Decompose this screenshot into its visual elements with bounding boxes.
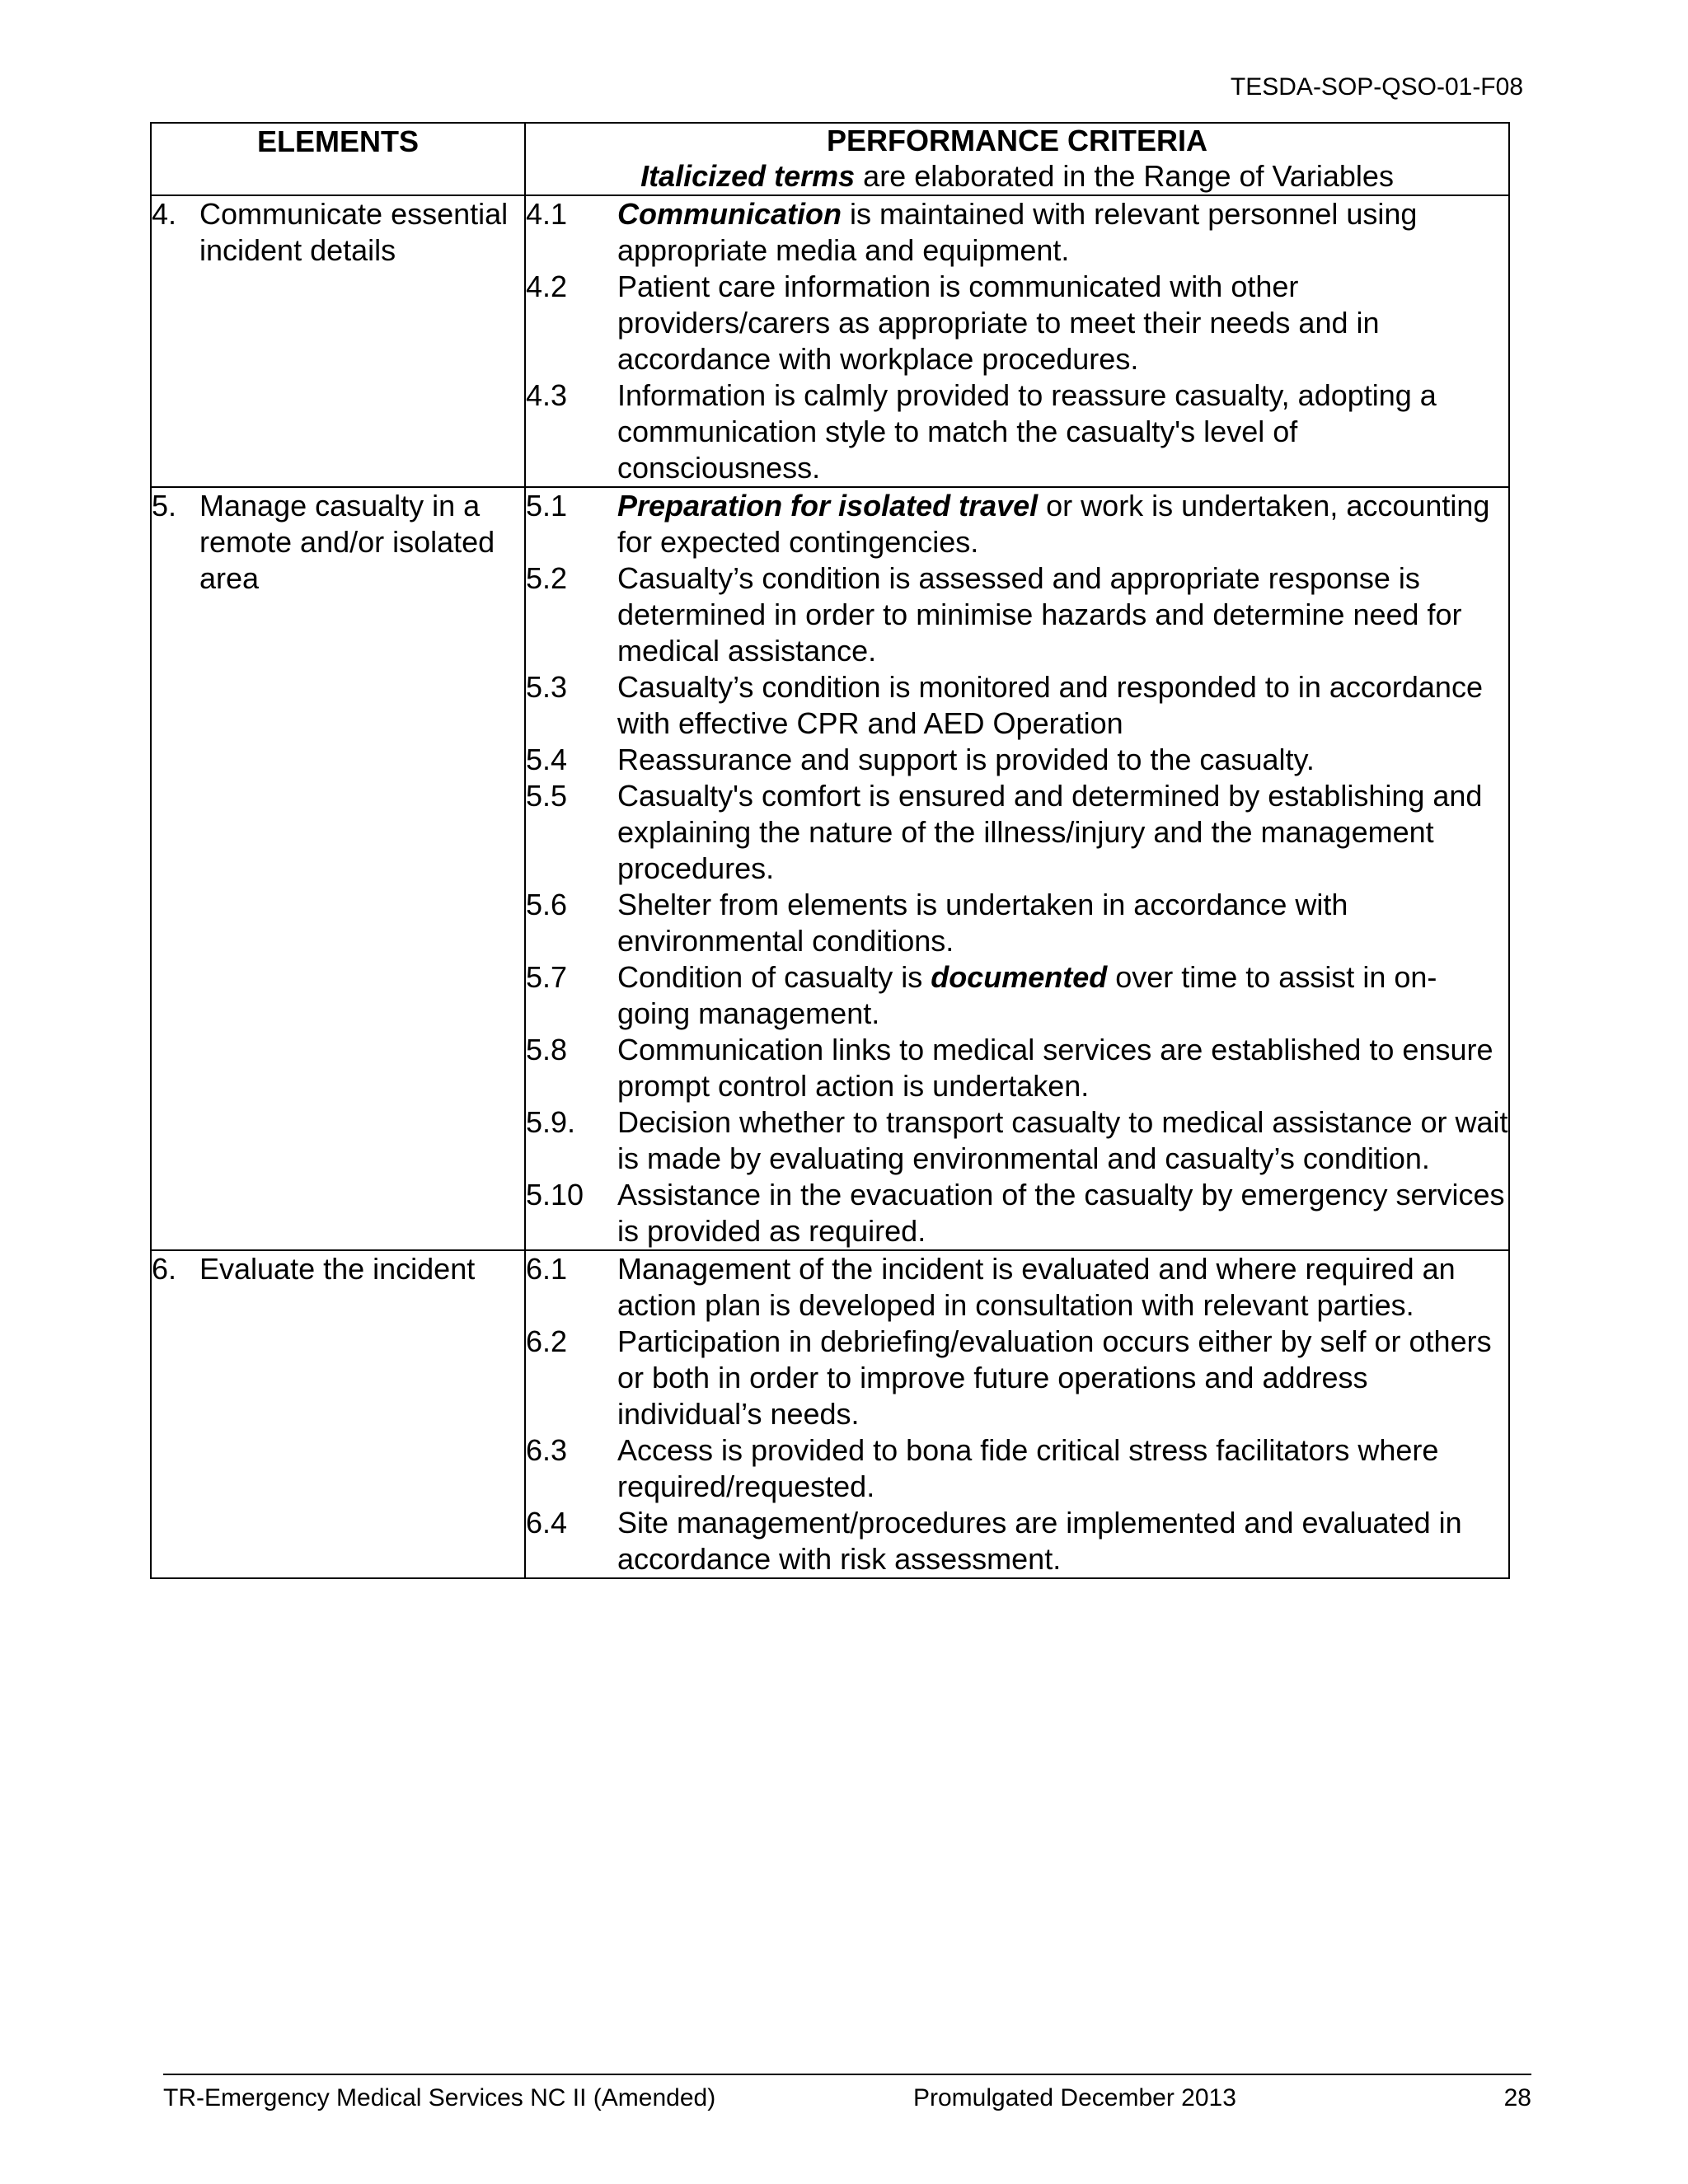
criterion-text bbox=[617, 1505, 1508, 1577]
criterion-item bbox=[526, 1104, 1508, 1177]
criterion-item bbox=[526, 1505, 1508, 1577]
criterion-item bbox=[526, 1177, 1508, 1249]
criterion-item bbox=[526, 377, 1508, 486]
table-header-row bbox=[151, 123, 1509, 195]
elements-column-header: ELEMENTS bbox=[151, 123, 525, 195]
criterion-text-part: Casualty's comfort is ensured and determined by establishing and explaining the nature of the illness/injury and the management procedures. bbox=[617, 779, 1483, 885]
criterion-number: 6.3 bbox=[526, 1433, 568, 1467]
criteria-column-header bbox=[525, 123, 1509, 195]
element-number: 5. bbox=[152, 489, 177, 523]
criterion-number: 5.5 bbox=[526, 779, 568, 813]
criterion-text bbox=[617, 377, 1508, 486]
criteria-header-title: PERFORMANCE CRITERIA bbox=[826, 124, 1207, 157]
criterion-range-term: documented bbox=[931, 960, 1108, 994]
criterion-number: 5.2 bbox=[526, 561, 568, 595]
element-text: Evaluate the incident bbox=[199, 1252, 476, 1286]
criterion-number: 5.4 bbox=[526, 743, 568, 776]
criterion-item bbox=[526, 742, 1508, 778]
criterion-item bbox=[526, 959, 1508, 1032]
document-code: TESDA-SOP-QSO-01-F08 bbox=[1230, 73, 1523, 101]
criteria-header-note-emphasis: Italicized terms bbox=[640, 159, 856, 193]
criterion-text-part: Condition of casualty is bbox=[617, 960, 931, 994]
criterion-text-part: Communication links to medical services are established to ensure prompt control action is undertaken. bbox=[617, 1033, 1493, 1103]
criterion-text bbox=[617, 887, 1508, 959]
criterion-number: 5.8 bbox=[526, 1033, 568, 1066]
criterion-text bbox=[617, 778, 1508, 887]
criterion-number: 5.6 bbox=[526, 888, 568, 921]
criterion-text bbox=[617, 1432, 1508, 1505]
criterion-item bbox=[526, 269, 1508, 377]
criterion-item bbox=[526, 488, 1508, 560]
criterion-text-part: Management of the incident is evaluated and where required an action plan is developed in consultation with relevant parties. bbox=[617, 1252, 1456, 1322]
criterion-range-term: Communication bbox=[617, 197, 842, 231]
table-row bbox=[151, 487, 1509, 1250]
criterion-text-part: Site management/procedures are implemented and evaluated in accordance with risk assessment. bbox=[617, 1506, 1462, 1576]
element-item bbox=[152, 196, 524, 269]
footer-divider bbox=[163, 2074, 1531, 2075]
criterion-text-part: Decision whether to transport casualty to medical assistance or wait is made by evaluating environmental and casualty’s condition. bbox=[617, 1105, 1508, 1175]
element-text: Manage casualty in a remote and/or isolated area bbox=[199, 489, 495, 595]
criteria-cell bbox=[525, 487, 1509, 1250]
criterion-item bbox=[526, 669, 1508, 742]
criterion-text bbox=[617, 669, 1508, 742]
criterion-text bbox=[617, 1032, 1508, 1104]
criterion-item bbox=[526, 560, 1508, 669]
criterion-text bbox=[617, 959, 1508, 1032]
criterion-number: 5.3 bbox=[526, 670, 568, 704]
criterion-text-part: Reassurance and support is provided to the casualty. bbox=[617, 743, 1315, 776]
criterion-number: 5.10 bbox=[526, 1178, 584, 1212]
performance-criteria-table bbox=[150, 122, 1510, 1579]
criterion-text bbox=[617, 560, 1508, 669]
footer-page-number: 28 bbox=[1503, 2084, 1531, 2111]
criterion-text-part: Participation in debriefing/evaluation occurs either by self or others or both in order to improve future operations and address individual’s needs. bbox=[617, 1324, 1492, 1431]
criterion-item bbox=[526, 1251, 1508, 1324]
criterion-number: 5.7 bbox=[526, 960, 568, 994]
criterion-text-part: over time to assist in on-going management. bbox=[617, 960, 1437, 1030]
criterion-text bbox=[617, 269, 1508, 377]
criterion-item bbox=[526, 887, 1508, 959]
criterion-text bbox=[617, 1177, 1508, 1249]
criterion-item bbox=[526, 1324, 1508, 1432]
criterion-text bbox=[617, 1251, 1508, 1324]
element-number: 6. bbox=[152, 1252, 177, 1286]
criterion-number: 5.9. bbox=[526, 1105, 576, 1139]
criterion-number: 6.2 bbox=[526, 1324, 568, 1358]
criterion-text bbox=[617, 196, 1508, 269]
footer-document-title: TR-Emergency Medical Services NC II (Amended) bbox=[163, 2084, 716, 2111]
criterion-number: 6.4 bbox=[526, 1506, 568, 1540]
table-row bbox=[151, 195, 1509, 487]
criterion-text-part: Access is provided to bona fide critical stress facilitators where required/requested. bbox=[617, 1433, 1439, 1503]
criterion-item bbox=[526, 778, 1508, 887]
criterion-item bbox=[526, 196, 1508, 269]
criterion-text-part: is maintained with relevant personnel using appropriate media and equipment. bbox=[617, 197, 1418, 267]
criterion-text-part: Casualty’s condition is assessed and appropriate response is determined in order to minimise hazards and determine need for medical assistance. bbox=[617, 561, 1462, 668]
table-row bbox=[151, 1250, 1509, 1578]
criterion-text-part: Assistance in the evacuation of the casualty by emergency services is provided as required. bbox=[617, 1178, 1505, 1248]
criterion-item bbox=[526, 1432, 1508, 1505]
criterion-text bbox=[617, 1324, 1508, 1432]
criterion-number: 6.1 bbox=[526, 1252, 568, 1286]
criterion-text-part: Patient care information is communicated with other providers/carers as appropriate to meet their needs and in accordance with workplace procedures. bbox=[617, 269, 1380, 376]
criterion-text-part: Shelter from elements is undertaken in accordance with environmental conditions. bbox=[617, 888, 1348, 958]
criteria-header-note-rest: are elaborated in the Range of Variables bbox=[855, 159, 1394, 193]
criterion-text bbox=[617, 1104, 1508, 1177]
criterion-range-term: Preparation for isolated travel bbox=[617, 489, 1039, 523]
criterion-text bbox=[617, 488, 1508, 560]
criteria-header-note bbox=[526, 158, 1508, 194]
criterion-number: 5.1 bbox=[526, 489, 568, 523]
element-text: Communicate essential incident details bbox=[199, 197, 509, 267]
footer-promulgation-date: Promulgated December 2013 bbox=[913, 2084, 1236, 2111]
element-number: 4. bbox=[152, 197, 177, 231]
criterion-item bbox=[526, 1032, 1508, 1104]
element-item bbox=[152, 1251, 524, 1287]
element-cell bbox=[151, 1250, 525, 1578]
element-item bbox=[152, 488, 524, 597]
element-cell bbox=[151, 195, 525, 487]
criterion-text-part: or work is undertaken, accounting for expected contingencies. bbox=[617, 489, 1490, 559]
criteria-cell bbox=[525, 195, 1509, 487]
criteria-cell bbox=[525, 1250, 1509, 1578]
criterion-number: 4.2 bbox=[526, 269, 568, 303]
criterion-text-part: Information is calmly provided to reassure casualty, adopting a communication style to match the casualty's level of consciousness. bbox=[617, 378, 1437, 485]
element-cell bbox=[151, 487, 525, 1250]
criterion-number: 4.3 bbox=[526, 378, 568, 412]
criterion-text bbox=[617, 742, 1508, 778]
criterion-text-part: Casualty’s condition is monitored and responded to in accordance with effective CPR and AED Operation bbox=[617, 670, 1483, 740]
criterion-number: 4.1 bbox=[526, 197, 568, 231]
